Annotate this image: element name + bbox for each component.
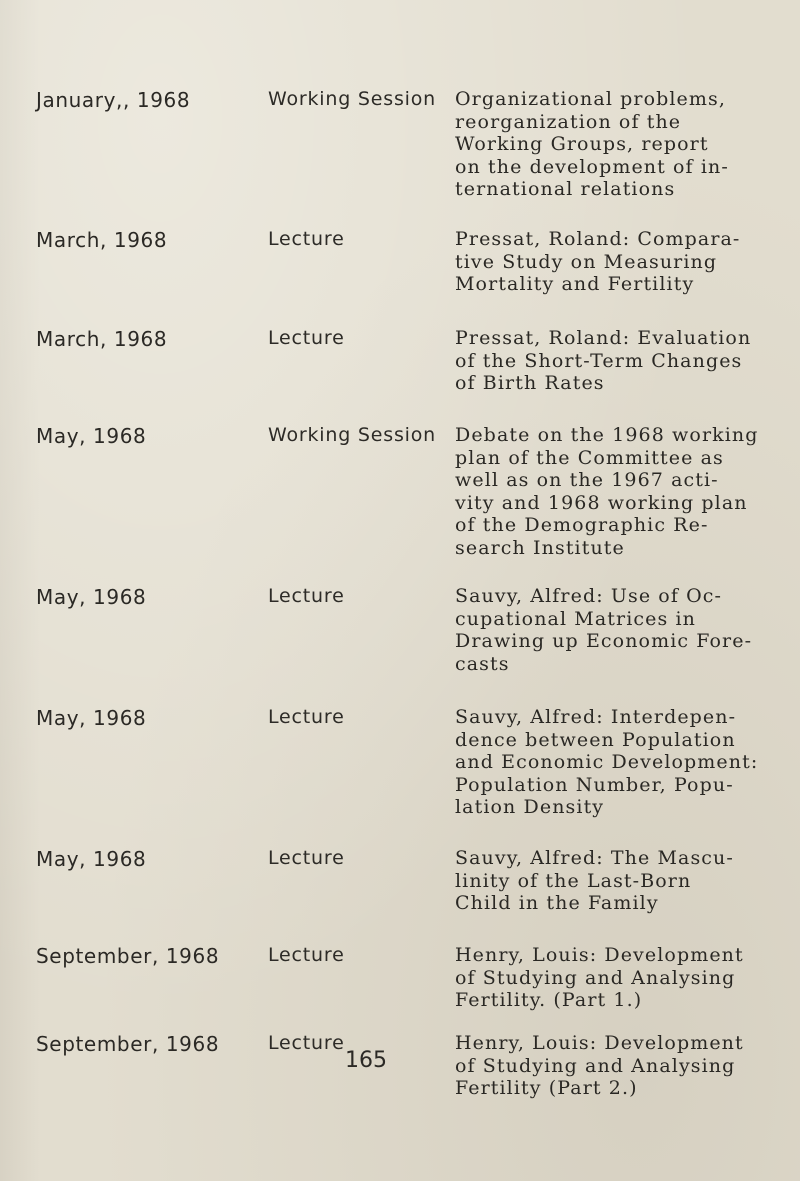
entry-type: Lecture	[268, 228, 345, 250]
description-line: Child in the Family	[455, 892, 659, 914]
entry-type: Lecture	[268, 585, 345, 607]
description-line: Sauvy, Alfred: Interdepen-	[455, 706, 737, 728]
entry-type: Working Session	[268, 88, 437, 110]
entry-type: Lecture	[268, 1032, 345, 1054]
description-line: casts	[455, 652, 510, 675]
description-line: and Economic Development:	[455, 751, 759, 773]
description-line: Fertility (Part 2.)	[455, 1077, 638, 1099]
description-line: Pressat, Roland: Evaluation	[455, 327, 752, 349]
description-line: Drawing up Economic Fore-	[455, 630, 753, 652]
description-line: Fertility. (Part 1.)	[455, 989, 643, 1011]
description-line: on the development of in-	[455, 155, 729, 178]
description-line: of Studying and Analysing	[455, 966, 736, 989]
description-line: linity of the Last-Born	[455, 869, 692, 892]
description-line: of the Short-Term Changes	[455, 349, 743, 372]
entry-description	[455, 88, 795, 201]
description-line: vity and 1968 working plan	[455, 491, 748, 514]
description-line: cupational Matrices in	[455, 607, 696, 630]
entry-description	[455, 944, 795, 1012]
entry-date: March, 1968	[36, 228, 168, 252]
description-line: well as on the 1967 acti-	[455, 469, 719, 491]
entry-date: May, 1968	[36, 706, 147, 730]
entry-date: January,, 1968	[36, 88, 191, 112]
entry-description	[455, 424, 795, 559]
entry-type: Lecture	[268, 706, 345, 728]
description-line: Sauvy, Alfred: Use of Oc-	[455, 585, 723, 607]
description-line: Debate on the 1968 working	[455, 424, 759, 446]
description-line: Working Groups, report	[455, 133, 709, 155]
entry-date: September, 1968	[36, 1032, 220, 1056]
page-number: 165	[345, 1048, 387, 1073]
entry-date: September, 1968	[36, 944, 220, 968]
description-line: Sauvy, Alfred: The Mascu-	[455, 847, 734, 869]
entry-description	[455, 228, 795, 296]
entry-date: May, 1968	[36, 424, 147, 448]
entry-type: Working Session	[268, 424, 437, 446]
description-line: plan of the Committee as	[455, 446, 724, 469]
description-line: Mortality and Fertility	[455, 273, 695, 295]
description-line: tive Study on Measuring	[455, 250, 718, 273]
description-line: of Birth Rates	[455, 372, 605, 394]
description-line: Pressat, Roland: Compara-	[455, 228, 741, 250]
entry-description	[455, 706, 795, 819]
description-line: Henry, Louis: Development	[455, 1032, 744, 1054]
description-line: Henry, Louis: Development	[455, 944, 744, 966]
entry-type: Lecture	[268, 327, 345, 349]
description-line: reorganization of the	[455, 110, 682, 133]
entry-date: May, 1968	[36, 585, 147, 609]
entry-description	[455, 1032, 795, 1100]
entry-description	[455, 585, 795, 675]
entry-date: May, 1968	[36, 847, 147, 871]
entry-type: Lecture	[268, 847, 345, 869]
description-line: Population Number, Popu-	[455, 773, 734, 796]
description-line: of the Demographic Re-	[455, 514, 709, 536]
entry-type: Lecture	[268, 944, 345, 966]
entry-description	[455, 847, 795, 915]
description-line: Organizational problems,	[455, 88, 727, 110]
entry-date: March, 1968	[36, 327, 168, 351]
description-line: lation Density	[455, 796, 605, 818]
description-line: of Studying and Analysing	[455, 1054, 736, 1077]
description-line: ternational relations	[455, 178, 676, 200]
entry-description	[455, 327, 795, 395]
description-line: search Institute	[455, 536, 625, 559]
description-line: dence between Population	[455, 728, 736, 751]
